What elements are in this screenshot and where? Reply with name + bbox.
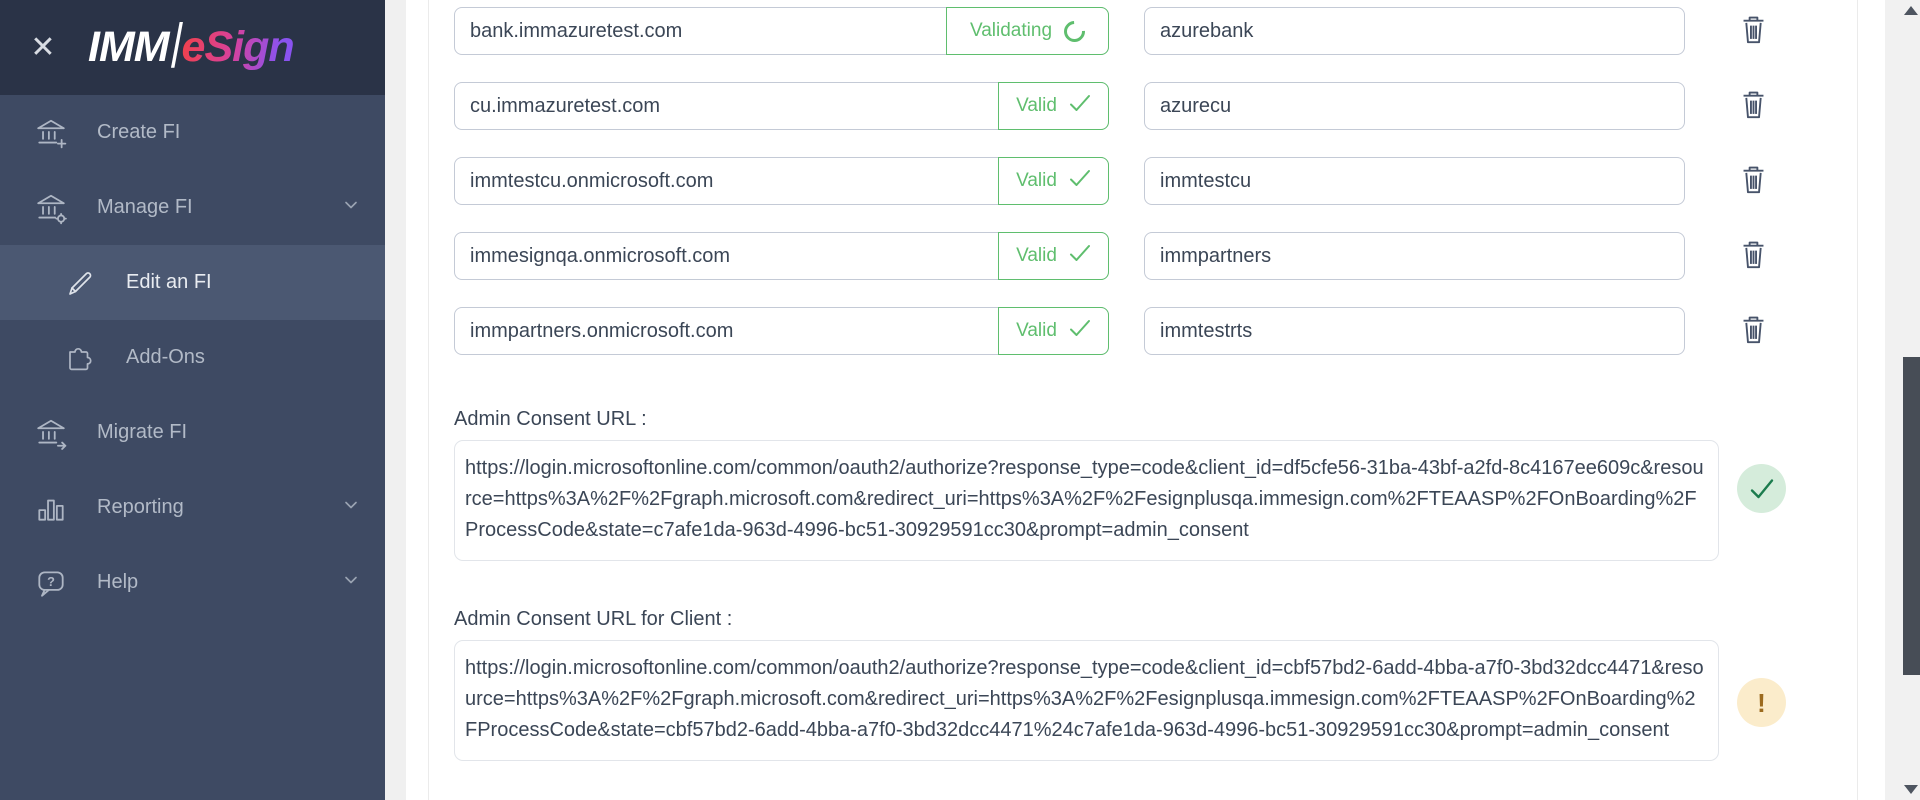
fi-name-input[interactable] (1144, 157, 1685, 205)
bank-gear-icon (33, 190, 69, 226)
delete-domain-button[interactable] (1731, 84, 1775, 128)
scroll-down-arrow-icon[interactable] (1904, 785, 1918, 794)
domain-row (454, 157, 1834, 205)
status-label: Validating (969, 20, 1053, 41)
bar-chart-icon (33, 490, 69, 526)
domain-field-wrap (454, 7, 1109, 55)
sidebar-item-label: Help (97, 571, 139, 593)
delete-domain-button[interactable] (1731, 234, 1775, 278)
fi-name-input[interactable] (1144, 307, 1685, 355)
check-icon (1069, 94, 1091, 118)
validation-status-badge (946, 7, 1109, 55)
bank-arrow-icon (33, 415, 69, 451)
fi-name-input[interactable] (1144, 82, 1685, 130)
status-label: Valid (1016, 170, 1057, 191)
chevron-down-icon (341, 495, 361, 521)
domain-field-wrap (454, 82, 1109, 130)
trash-icon (1740, 239, 1767, 273)
chevron-down-icon (341, 570, 361, 596)
status-label: Valid (1016, 95, 1057, 116)
sidebar-item-help[interactable] (0, 545, 385, 620)
content-left-gutter (385, 0, 406, 800)
main-content (385, 0, 1920, 800)
validation-status-badge (998, 232, 1109, 280)
sidebar-item-edit-an-fi[interactable] (0, 245, 385, 320)
svg-text:?: ? (47, 573, 55, 589)
vertical-scrollbar[interactable] (1885, 0, 1920, 800)
trash-icon (1740, 164, 1767, 198)
sidebar-item-label: Reporting (97, 496, 184, 518)
sidebar-item-label: Add-Ons (126, 346, 205, 368)
domain-row (454, 82, 1834, 130)
spinner-icon (1060, 16, 1090, 46)
domain-field-wrap (454, 157, 1109, 205)
sidebar-item-manage-fi[interactable] (0, 170, 385, 245)
logo-esign: eSign (181, 23, 294, 71)
delete-domain-button[interactable] (1731, 9, 1775, 53)
fi-name-input[interactable] (1144, 7, 1685, 55)
sidebar-item-migrate-fi[interactable] (0, 395, 385, 470)
trash-icon (1740, 89, 1767, 123)
trash-icon (1740, 14, 1767, 48)
admin-consent-section (454, 408, 1834, 561)
status-label: Valid (1016, 245, 1057, 266)
sidebar-item-label: Edit an FI (126, 271, 212, 293)
sidebar-item-label: Migrate FI (97, 421, 188, 443)
help-bubble-icon (33, 565, 69, 601)
close-icon[interactable]: ✕ (30, 31, 56, 64)
check-icon (1069, 169, 1091, 193)
status-label: Valid (1016, 320, 1057, 341)
pencil-icon (62, 265, 98, 301)
sidebar-nav (0, 95, 385, 620)
domain-field-wrap (454, 232, 1109, 280)
bank-plus-icon (33, 115, 69, 151)
sidebar-item-create-fi[interactable] (0, 95, 385, 170)
warning-mark: ! (1757, 687, 1766, 718)
scrollbar-thumb[interactable] (1903, 357, 1920, 675)
domain-field-wrap (454, 307, 1109, 355)
sidebar-item-add-ons[interactable] (0, 320, 385, 395)
validation-status-badge (998, 82, 1109, 130)
logo-imm: IMM (88, 23, 169, 71)
sidebar-item-label: Create FI (97, 121, 181, 143)
sidebar (0, 0, 385, 800)
delete-domain-button[interactable] (1731, 309, 1775, 353)
admin-consent-client-section (454, 608, 1834, 761)
domain-row (454, 307, 1834, 355)
success-check-icon (1737, 464, 1786, 513)
app-logo (88, 11, 294, 82)
validation-status-badge (998, 157, 1109, 205)
validation-status-badge (998, 307, 1109, 355)
domain-row (454, 7, 1834, 55)
trash-icon (1740, 314, 1767, 348)
admin-consent-client-url-box[interactable]: https://login.microsoftonline.com/common/oauth2/authorize?response_type=code&client_id=cbf57bd2-6add-4bba-a7f0-3bd32dcc4471&resource=https%3A%2F%2Fgraph.microsoft.com&redirect_uri=https%3A%2F%2Fesignplusqa.immesign.com%2FTEAASP%2FOnBoarding%2FProcessCode&state=cbf57bd2-6add-4bba-a7f0-3bd32dcc4471%24c7afe1da-963d-4996-bc51-30929591cc30&prompt=admin_consent (454, 640, 1719, 761)
edit-fi-panel (428, 0, 1858, 800)
admin-consent-client-url-label: Admin Consent URL for Client : (454, 608, 733, 630)
puzzle-icon (62, 340, 98, 376)
sidebar-item-label: Manage FI (97, 196, 193, 218)
check-icon (1069, 244, 1091, 268)
admin-consent-url-label: Admin Consent URL : (454, 408, 647, 430)
scroll-up-arrow-icon[interactable] (1904, 6, 1918, 15)
warning-exclamation-icon (1737, 678, 1786, 727)
logo-slash: / (170, 11, 182, 82)
delete-domain-button[interactable] (1731, 159, 1775, 203)
domain-row (454, 232, 1834, 280)
chevron-down-icon (341, 195, 361, 221)
sidebar-header (0, 0, 385, 95)
fi-name-input[interactable] (1144, 232, 1685, 280)
admin-consent-url-box[interactable]: https://login.microsoftonline.com/common/oauth2/authorize?response_type=code&client_id=df5cfe56-31ba-43bf-a2fd-8c4167ee609c&resource=https%3A%2F%2Fgraph.microsoft.com&redirect_uri=https%3A%2F%2Fesignplusqa.immesign.com%2FTEAASP%2FOnBoarding%2FProcessCode&state=c7afe1da-963d-4996-bc51-30929591cc30&prompt=admin_consent (454, 440, 1719, 561)
sidebar-item-reporting[interactable] (0, 470, 385, 545)
check-icon (1069, 319, 1091, 343)
domain-list (454, 7, 1834, 355)
